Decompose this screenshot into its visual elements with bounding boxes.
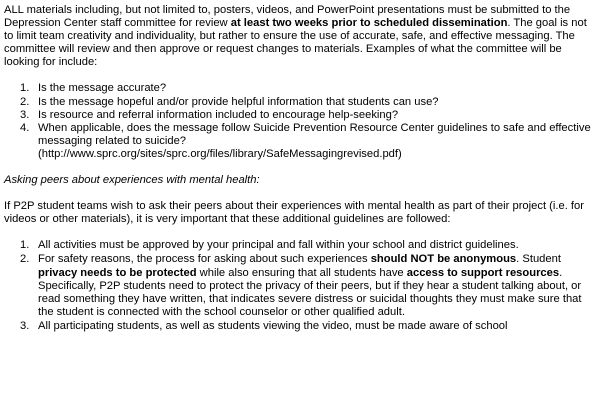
- list-item-text: Is resource and referral information included to encourage help-seeking?: [38, 108, 399, 121]
- list-item: [4, 253, 596, 318]
- list-item-text: Is the message hopeful and/or provide helpful information that students can use?: [38, 95, 439, 108]
- section-heading: Asking peers about experiences with mental health:: [4, 174, 260, 187]
- document-page: [4, 4, 596, 333]
- intro-deadline-bold: at least two weeks prior to scheduled dissemination: [230, 17, 508, 30]
- list-item-text: When applicable, does the message follow Suicide Prevention Resource Center guidelines to safe and effective messaging related to suicide?: [38, 121, 591, 147]
- intro-text-1: ALL materials including, but not limited to, posters, videos, and PowerPoint presentations must be submitted to the Depression Center staff committee for review: [4, 4, 571, 30]
- list-number: 1.: [20, 82, 30, 95]
- support-resources-bold: access to support resources: [406, 266, 560, 279]
- list-item-text: All activities must be approved by your principal and fall within your school and district guidelines.: [38, 239, 519, 252]
- list-item: [4, 122, 596, 161]
- list-number: 3.: [20, 319, 30, 332]
- list-item: [4, 320, 596, 333]
- list-number: 1.: [20, 239, 30, 252]
- list-item-text: For safety reasons, the process for asking about such experiences: [38, 253, 371, 266]
- list-item-text: while also ensuring that all students have: [196, 266, 407, 279]
- list-item: [4, 239, 596, 252]
- review-questions-list: [4, 82, 596, 161]
- list-item: [4, 109, 596, 122]
- list-number: 2.: [20, 95, 30, 108]
- list-number: 2.: [20, 253, 30, 266]
- guidelines-list: [4, 239, 596, 333]
- intro-text-2: . The goal is not to limit team creativity and individuality, but rather to ensure the use of accurate, safe, and effective messaging. The committee will review and then approve or request changes to materials. Examples of what the committee will be looking for include:: [4, 17, 587, 69]
- list-number: 3.: [20, 108, 30, 121]
- not-anonymous-bold: should NOT be anonymous: [370, 253, 517, 266]
- list-number: 4.: [20, 121, 30, 134]
- sprc-guidelines-link[interactable]: (http://www.sprc.org/sites/sprc.org/files/library/SafeMessagingrevised.pdf): [38, 147, 402, 160]
- p2p-intro-paragraph: If P2P student teams wish to ask their peers about their experiences with mental health as part of their project (i.e. for videos or other materials), it is very important that these additional guidelines are followed:: [4, 200, 584, 226]
- list-item-text: . Specifically, P2P students need to protect the privacy of their peers, but if they hear a student talking about, or read something they have written, that indicates severe distress or suicidal thoughts they must make sure that the student is connected with the school counselor or other qualified adult.: [38, 266, 582, 318]
- privacy-bold: privacy needs to be protected: [38, 266, 197, 279]
- list-item-text: . Student: [516, 253, 561, 266]
- list-item: [4, 82, 596, 95]
- intro-paragraph: [4, 4, 596, 69]
- list-item-text: All participating students, as well as students viewing the video, must be made aware of school: [38, 319, 508, 332]
- list-item-text: Is the message accurate?: [38, 82, 167, 95]
- list-item: [4, 96, 596, 109]
